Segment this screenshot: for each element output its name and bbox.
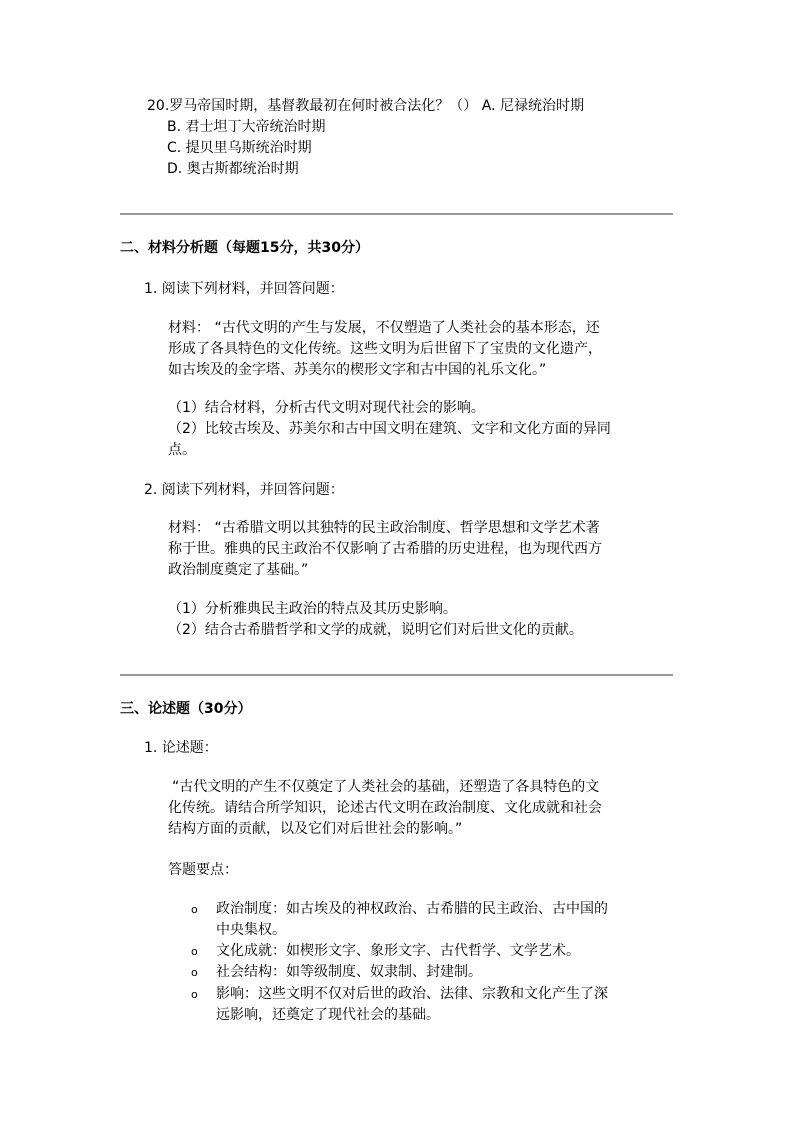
- section-divider: [120, 674, 673, 676]
- section2-q1-intro: 1. 阅读下列材料，并回答问题：: [144, 281, 344, 297]
- bullet-marker-icon: o: [191, 945, 198, 958]
- section2-q2-material-line: 政治制度奠定了基础。”: [168, 562, 309, 578]
- key-point-item-cont: 中央集权。: [216, 922, 286, 938]
- key-point-item-cont: 远影响，还奠定了现代社会的基础。: [216, 1007, 440, 1023]
- section2-q2-sub1: （1）分析雅典民主政治的特点及其历史影响。: [168, 601, 457, 617]
- q20-option-b: B. 君士坦丁大帝统治时期: [167, 119, 326, 135]
- key-point-item: 政治制度：如古埃及的神权政治、古希腊的民主政治、古中国的: [216, 901, 608, 917]
- section2-q1-material-line: 材料： “古代文明的产生与发展，不仅塑造了人类社会的基本形态，还: [168, 320, 600, 336]
- section2-q2-material-line: 称于世。雅典的民主政治不仅影响了古希腊的历史进程，也为现代西方: [168, 541, 602, 557]
- key-points-label: 答题要点：: [168, 862, 238, 878]
- section3-heading: 三、论述题（30分）: [120, 701, 252, 717]
- q20-option-c: C. 提贝里乌斯统治时期: [167, 140, 312, 156]
- section3-q1-intro: 1. 论述题：: [144, 740, 218, 756]
- section3-prompt-line: 化传统。请结合所学知识，论述古代文明在政治制度、文化成就和社会: [168, 800, 602, 816]
- key-point-item: 社会结构：如等级制度、奴隶制、封建制。: [216, 964, 482, 980]
- section2-q1-material-line: 如古埃及的金字塔、苏美尔的楔形文字和古中国的礼乐文化。”: [168, 362, 547, 378]
- section3-prompt-line: 结构方面的贡献，以及它们对后世社会的影响。”: [168, 821, 463, 837]
- section2-q1-sub2-cont: 点。: [168, 442, 196, 458]
- section2-q1-material-line: 形成了各具特色的文化传统。这些文明为后世留下了宝贵的文化遗产，: [168, 341, 602, 357]
- section2-q2-material-line: 材料： “古希腊文明以其独特的民主政治制度、哲学思想和文学艺术著: [168, 520, 600, 536]
- key-point-item: 影响：这些文明不仅对后世的政治、法律、宗教和文化产生了深: [216, 986, 608, 1002]
- section2-q1-sub2: （2）比较古埃及、苏美尔和古中国文明在建筑、文字和文化方面的异同: [168, 421, 611, 437]
- bullet-marker-icon: o: [191, 988, 198, 1001]
- section2-q2-sub2: （2）结合古希腊哲学和文学的成就，说明它们对后世文化的贡献。: [168, 622, 583, 638]
- section2-q2-intro: 2. 阅读下列材料，并回答问题：: [144, 482, 344, 498]
- bullet-marker-icon: o: [191, 903, 198, 916]
- key-point-item: 文化成就：如楔形文字、象形文字、古代哲学、文学艺术。: [216, 943, 580, 959]
- section-divider: [120, 213, 673, 215]
- section2-q1-sub1: （1）结合材料，分析古代文明对现代社会的影响。: [168, 400, 485, 416]
- q20-option-d: D. 奥古斯都统治时期: [167, 161, 299, 177]
- bullet-marker-icon: o: [191, 966, 198, 979]
- section3-prompt-line: “古代文明的产生不仅奠定了人类社会的基础，还塑造了各具特色的文: [172, 779, 600, 795]
- q20-stem: 20.罗马帝国时期，基督教最初在何时被合法化？（） A. 尼禄统治时期: [147, 98, 584, 114]
- section2-heading: 二、材料分析题（每题15分，共30分）: [120, 240, 369, 256]
